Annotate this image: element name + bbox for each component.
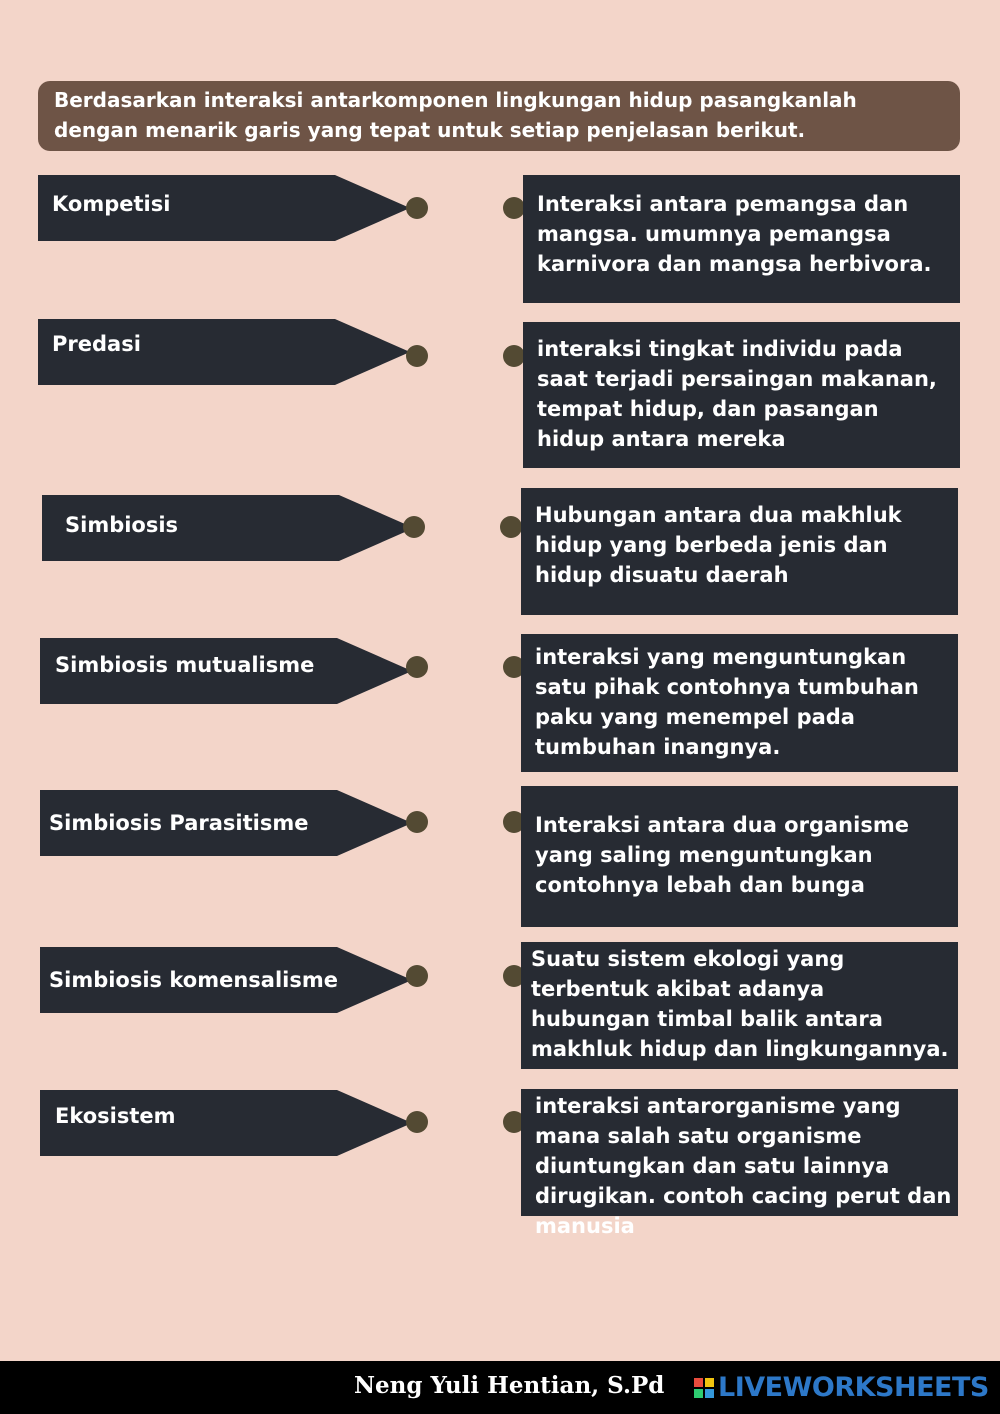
definition-box: Interaksi antara dua organisme yang saling menguntungkan contohnya lebah dan bunga [521,786,958,927]
term-label: Kompetisi [52,192,171,216]
term-connector-dot[interactable] [406,197,428,219]
term-connector-dot[interactable] [406,345,428,367]
definition-connector-dot[interactable] [500,516,522,538]
brand-name: LIVEWORKSHEETS [718,1372,989,1403]
definition-connector-dot[interactable] [503,345,525,367]
definition-box: interaksi yang menguntungkan satu pihak contohnya tumbuhan paku yang menempel pada tumbuhan inangnya. [521,634,958,772]
brand-logo-icon [694,1378,714,1398]
definition-box: interaksi tingkat individu pada saat terjadi persaingan makanan, tempat hidup, dan pasangan hidup antara mereka [523,322,960,468]
definition-box: Interaksi antara pemangsa dan mangsa. umumnya pemangsa karnivora dan mangsa herbivora. [523,175,960,303]
definition-box: Hubungan antara dua makhluk hidup yang berbeda jenis dan hidup disuatu daerah [521,488,958,615]
term-label: Simbiosis Parasitisme [49,811,309,835]
brand-logo[interactable] [694,1373,989,1403]
term-connector-dot[interactable] [406,1111,428,1133]
term-label: Simbiosis komensalisme [49,968,338,992]
definition-connector-dot[interactable] [503,197,525,219]
term-connector-dot[interactable] [406,811,428,833]
definition-box: Suatu sistem ekologi yang terbentuk akibat adanya hubungan timbal balik antara makhluk hidup dan lingkungannya. [521,942,958,1069]
term-label: Predasi [52,332,141,356]
term-label: Simbiosis mutualisme [55,653,315,677]
term-label: Simbiosis [65,513,179,537]
definition-box: interaksi antarorganisme yang mana salah satu organisme diuntungkan dan satu lainnya dirugikan. contoh cacing perut dan manusia [521,1089,958,1216]
term-label: Ekosistem [55,1104,176,1128]
instruction-banner: Berdasarkan interaksi antarkomponen lingkungan hidup pasangkanlah dengan menarik garis yang tepat untuk setiap penjelasan berikut. [38,81,960,151]
term-connector-dot[interactable] [406,965,428,987]
term-connector-dot[interactable] [406,656,428,678]
term-connector-dot[interactable] [403,516,425,538]
author-name: Neng Yuli Hentian, S.Pd [354,1372,665,1399]
footer-bar [0,1361,1000,1414]
